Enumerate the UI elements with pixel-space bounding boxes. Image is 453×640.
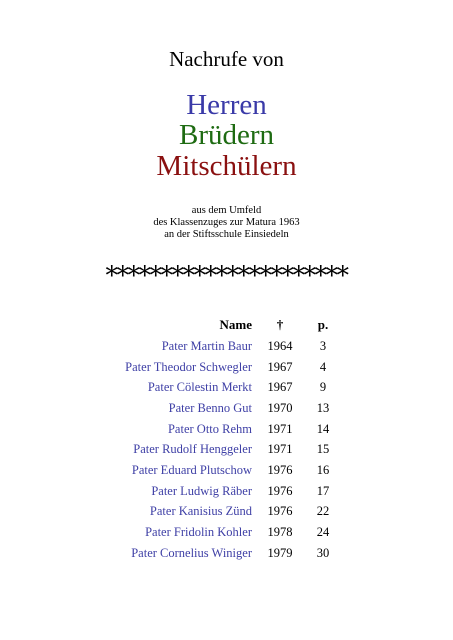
table-row — [103, 357, 338, 378]
row-page: 9 — [319, 380, 327, 395]
row-death-year: 1971 — [267, 421, 293, 436]
table-row — [103, 439, 338, 460]
row-name: Pater Rudolf Henggeler — [133, 442, 252, 457]
row-name: Pater Cornelius Winiger — [131, 545, 252, 560]
row-page: 17 — [316, 483, 330, 498]
header-page: p. — [317, 317, 329, 332]
row-page: 22 — [316, 504, 330, 519]
row-name: Pater Otto Rehm — [167, 421, 252, 436]
row-page: 15 — [316, 442, 330, 457]
row-death-year: 1978 — [267, 525, 293, 540]
page-heading: Nachrufe von — [169, 47, 284, 71]
title-line-herren: Herren — [186, 89, 267, 121]
row-name: Pater Martin Baur — [161, 338, 252, 353]
row-death-year: 1967 — [267, 359, 293, 374]
row-name: Pater Theodor Schwegler — [125, 359, 252, 374]
table-row — [103, 502, 338, 523]
row-death-year: 1976 — [267, 462, 293, 477]
row-page: 13 — [316, 400, 330, 415]
row-name: Pater Fridolin Kohler — [145, 525, 252, 540]
row-name: Pater Kanisius Zünd — [149, 504, 252, 519]
row-page: 14 — [316, 421, 330, 436]
header-name: Name — [219, 317, 252, 332]
row-death-year: 1979 — [267, 545, 293, 560]
table-row — [103, 543, 338, 564]
row-name: Pater Benno Gut — [168, 400, 252, 415]
row-death-year: 1976 — [267, 504, 293, 519]
row-name: Pater Eduard Plutschow — [131, 462, 252, 477]
subtitle-line: des Klassenzuges zur Matura 1963 — [153, 217, 300, 228]
row-death-year: 1964 — [267, 338, 293, 353]
table-row — [103, 398, 338, 419]
table-header-row — [103, 314, 338, 336]
row-name: Pater Cölestin Merkt — [147, 380, 252, 395]
row-death-year: 1970 — [267, 400, 293, 415]
row-page: 16 — [316, 462, 330, 477]
row-page: 24 — [316, 525, 330, 540]
subtitle-line: an der Stiftsschule Einsiedeln — [164, 229, 289, 240]
title-line-bruedern: Brüdern — [178, 119, 275, 151]
table-row — [103, 377, 338, 398]
table-row — [103, 460, 338, 481]
table-row — [103, 522, 338, 543]
row-page: 30 — [316, 545, 330, 560]
header-death-year: † — [276, 317, 284, 332]
row-page: 3 — [319, 338, 327, 353]
table-row — [103, 336, 338, 357]
table-row — [103, 481, 338, 502]
row-page: 4 — [319, 359, 327, 374]
row-death-year: 1967 — [267, 380, 293, 395]
row-name: Pater Ludwig Räber — [151, 483, 252, 498]
subtitle-line: aus dem Umfeld — [191, 205, 262, 216]
row-death-year: 1971 — [267, 442, 293, 457]
table-row — [103, 419, 338, 440]
obituary-index-table — [103, 314, 338, 564]
asterisk-separator: ********************** — [105, 261, 348, 290]
title-line-mitschuelern: Mitschülern — [156, 150, 297, 182]
row-death-year: 1976 — [267, 483, 293, 498]
